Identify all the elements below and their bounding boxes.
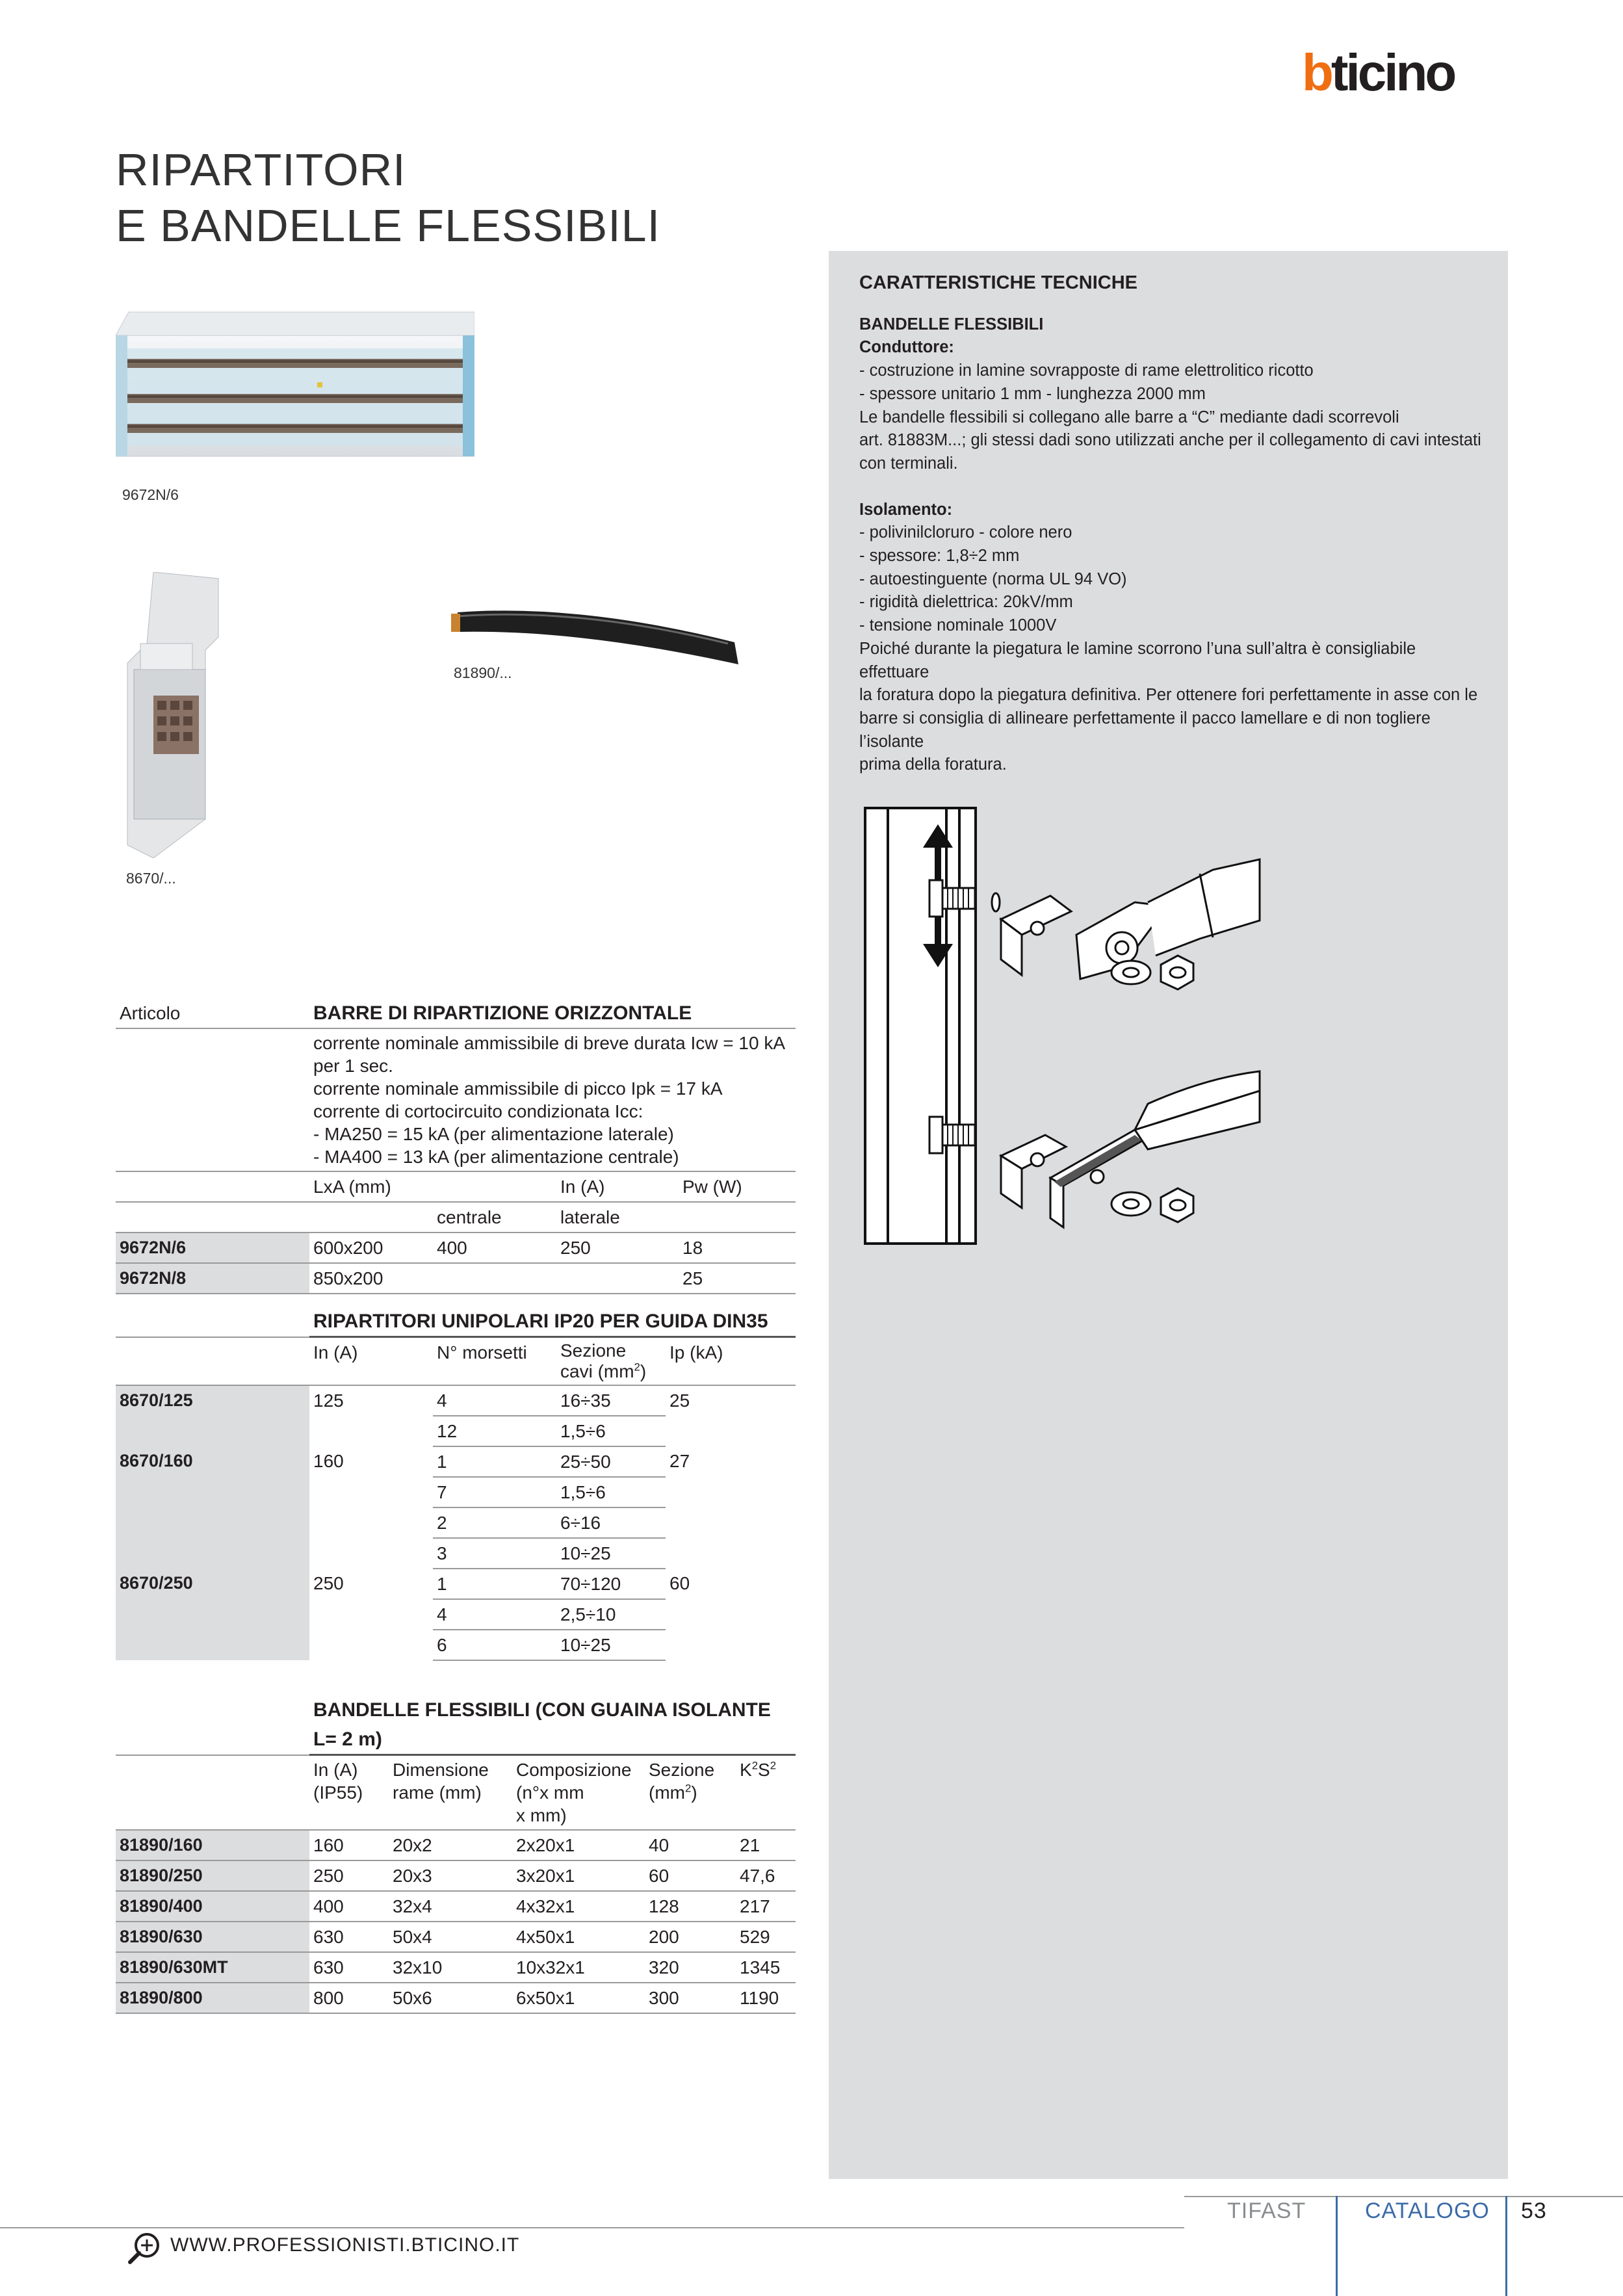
col-k2s2: $K^2S^2$ [736,1755,796,1831]
bandella-image [448,597,741,675]
table-row: 9672N/6 600x200 400 250 18 [116,1233,796,1263]
table-row: 81890/250 250 20x3 3x20x1 60 47,6 [116,1860,796,1891]
col-in: In (A) [309,1337,433,1386]
page-title-line-1: RIPARTITORI [116,144,406,195]
col-dimensione: Dimensione rame (mm) [389,1755,512,1831]
bar-caption: 9672N/6 [122,486,179,503]
technical-characteristics [859,272,1483,777]
page-number: 53 [1521,2198,1547,2223]
table-row: 81890/630 630 50x4 4x50x1 200 529 [116,1922,796,1952]
conduttore-line: art. 81883M...; gli stessi dadi sono utilizzati anche per il collegamento di cavi intestati [859,431,1481,450]
sub-centrale: centrale [433,1202,556,1233]
col-composizione: Composizione (n°x mm x mm) [512,1755,645,1831]
articolo-header: Articolo [116,998,309,1028]
table-row: 8670/250 250 1 70÷120 60 [116,1569,796,1599]
conduttore-label: Conduttore: [859,338,954,357]
table-ripartitori-unipolari: RIPARTITORI UNIPOLARI IP20 PER GUIDA DIN35 In (A) N° morsetti Sezione cavi $(mm^2)$ Ip (kA) 8670/125 125 4 16÷35 25 12 1,5÷6 8670/160 160 1 25÷50 27 7 1,5÷6 2 6÷16 3 10÷25 8670/250 250 1 70÷120 60 4 2,5÷10 6 10÷25 [116,1307,796,1661]
isolamento-line: - rigidità dielettrica: 20kV/mm [859,593,1073,612]
table-bandelle-flessibili [116,1695,796,2014]
search-icon [127,2230,164,2266]
page-title-line-2: E BANDELLE FLESSIBILI [116,200,661,251]
brand-logo: bticino [1302,44,1455,101]
col-in: In (A) [556,1171,679,1202]
isolamento-line: prima della foratura. [859,755,1007,774]
isolamento-line: Poiché durante la piegatura le lamine scorrono l’una sull’altra è consigliabile effettuare [859,639,1416,681]
footer-separator [1505,2196,1507,2296]
col-ip: Ip (kA) [666,1337,796,1386]
distribution-bar-image [116,309,474,482]
tech-heading: CARATTERISTICHE TECNICHE [859,272,1138,293]
table-row: 81890/160 160 20x2 2x20x1 40 21 [116,1830,796,1860]
table-row: 81890/800 800 50x6 6x50x1 300 1190 [116,1983,796,2013]
isolamento-label: Isolamento: [859,500,953,519]
table2-heading: RIPARTITORI UNIPOLARI IP20 PER GUIDA DIN35 [309,1307,796,1337]
footer-separator [1336,2196,1338,2296]
footer-divider [1184,2196,1623,2197]
footer-tab-tifast[interactable]: TIFAST [1227,2198,1306,2223]
table-row: 8670/125 125 4 16÷35 25 [116,1385,796,1416]
isolamento-line: barre si consiglia di allineare perfettamente il pacco lamellare e di non togliere l’isolante [859,709,1431,751]
isolamento-line: - autoestinguente (norma UL 94 VO) [859,569,1127,588]
sub-laterale: laterale [556,1202,679,1233]
page-title [116,142,660,254]
isolamento-line: - tensione nominale 1000V [859,616,1057,635]
table1-description: corrente nominale ammissibile di breve durata Icw = 10 kA per 1 sec. corrente nominale ammissibile di picco Ipk = 17 kA corrente di cortocircuito condizionata Icc: - MA250 = 15 kA (per alimentazione laterale) - MA400 = 13 kA (per alimentazione centrale) [309,1028,796,1171]
col-sezione: Sezione $(mm^2)$ [645,1755,736,1831]
col-morsetti: N° morsetti [433,1337,556,1386]
tech-section: BANDELLE FLESSIBILI [859,315,1044,333]
table1-heading: BARRE DI RIPARTIZIONE ORIZZONTALE [309,998,796,1028]
conduttore-line: - spessore unitario 1 mm - lunghezza 2000 mm [859,384,1206,403]
conduttore-line: Le bandelle flessibili si collegano alle barre a “C” mediante dadi scorrevoli [859,408,1399,426]
conduttore-line: - costruzione in lamine sovrapposte di rame elettrolitico ricotto [859,361,1314,380]
table-row: 9672N/8 850x200 25 [116,1263,796,1294]
col-lxa: LxA (mm) [309,1171,433,1202]
bandella-caption: 81890/... [454,664,512,681]
col-in: In (A) (IP55) [309,1755,389,1831]
col-pw: Pw (W) [679,1171,796,1202]
table-row: 8670/160 160 1 25÷50 27 [116,1446,796,1477]
ripartitore-image [121,572,225,858]
ripartitore-caption: 8670/... [126,870,176,887]
website-link[interactable]: WWW.PROFESSIONISTI.BTICINO.IT [170,2234,520,2256]
table-row: 81890/400 400 32x4 4x32x1 128 217 [116,1891,796,1922]
table-barre-ripartizione [116,998,796,1294]
isolamento-line: - spessore: 1,8÷2 mm [859,547,1020,566]
table3-heading: BANDELLE FLESSIBILI (CON GUAINA ISOLANTE L= 2 m) [309,1695,796,1755]
table-row: 81890/630MT 630 32x10 10x32x1 320 1345 [116,1952,796,1983]
footer-tab-catalogo[interactable]: CATALOGO [1365,2198,1490,2223]
isolamento-line: la foratura dopo la piegatura definitiva. Per ottenere fori perfettamente in asse con le [859,686,1478,705]
isolamento-line: - polivinilcloruro - colore nero [859,523,1072,542]
connection-diagram [862,805,1265,1247]
conduttore-line: con terminali. [859,454,958,473]
footer-bottom-divider [0,2227,1184,2228]
col-sezione: Sezione cavi $(mm^2)$ [556,1337,666,1386]
